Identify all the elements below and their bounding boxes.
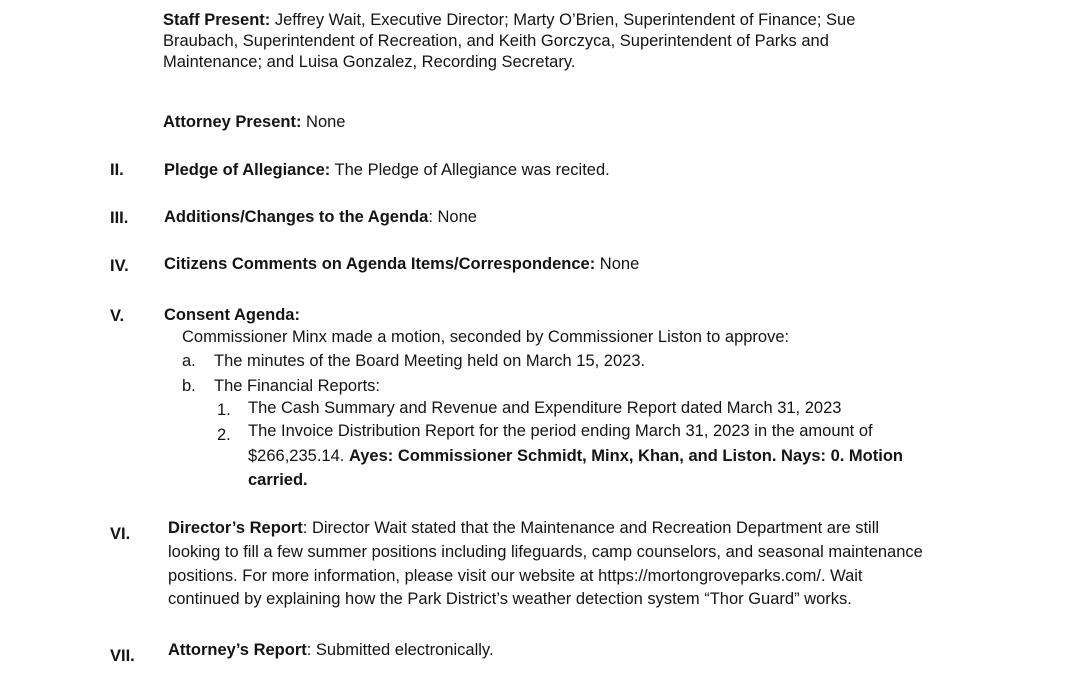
citizens-item: Citizens Comments on Agenda Items/Correspondence: None (164, 255, 640, 273)
staff-line-1: Staff Present: Jeffrey Wait, Executive Director; Marty O’Brien, Superintendent of Finance; Sue (163, 11, 856, 29)
numeral-iv: IV. (110, 257, 129, 275)
staff-line-3: Maintenance; and Luisa Gonzalez, Recording Secretary. (163, 53, 576, 71)
consent-1-text: The Cash Summary and Revenue and Expenditure Report dated March 31, 2023 (248, 399, 842, 417)
consent-motion: Commissioner Minx made a motion, seconded by Commissioner Liston to approve: (182, 328, 790, 346)
consent-2-line2: $266,235.14. Ayes: Commissioner Schmidt, Minx, Khan, and Liston. Nays: 0. Motion (248, 447, 903, 465)
consent-2-marker: 2. (217, 426, 231, 444)
staff-present-section (163, 10, 1003, 73)
consent-2-line3: carried. (248, 471, 308, 489)
director-line-1: Director’s Report: Director Wait stated that the Maintenance and Recreation Department are still (168, 519, 880, 537)
director-line-2: looking to fill a few summer positions including lifeguards, camp counselors, and seasonal maintenance (168, 543, 923, 561)
additions-item: Additions/Changes to the Agenda: None (164, 208, 477, 226)
consent-a-text: The minutes of the Board Meeting held on March 15, 2023. (214, 352, 646, 370)
pledge-item: Pledge of Allegiance: The Pledge of Allegiance was recited. (164, 161, 610, 179)
attorney-present-section: Attorney Present: None (163, 113, 346, 131)
numeral-ii: II. (110, 161, 124, 179)
consent-a-marker: a. (182, 352, 196, 370)
consent-b-marker: b. (182, 377, 196, 395)
staff-line-2: Braubach, Superintendent of Recreation, and Keith Gorczyca, Superintendent of Parks and (163, 32, 829, 50)
director-line-3: positions. For more information, please visit our website at https://mortongroveparks.com/. Wait (168, 567, 863, 585)
staff-label: Staff Present: (163, 11, 271, 29)
attorney-label: Attorney Present: (163, 113, 302, 131)
consent-1-marker: 1. (217, 401, 231, 419)
numeral-vi: VI. (110, 525, 131, 543)
numeral-vii: VII. (110, 647, 135, 665)
attorney-report-item: Attorney’s Report: Submitted electronically. (168, 641, 494, 659)
numeral-v: V. (110, 307, 125, 325)
consent-b-text: The Financial Reports: (214, 377, 380, 395)
director-line-4: continued by explaining how the Park District’s weather detection system “Thor Guard” works. (168, 590, 852, 608)
consent-vote-result: Ayes: Commissioner Schmidt, Minx, Khan, and Liston. Nays: 0. Motion (348, 447, 903, 465)
consent-heading: Consent Agenda: (164, 306, 300, 324)
numeral-iii: III. (110, 209, 129, 227)
consent-2-line1: The Invoice Distribution Report for the period ending March 31, 2023 in the amount of (248, 422, 873, 440)
